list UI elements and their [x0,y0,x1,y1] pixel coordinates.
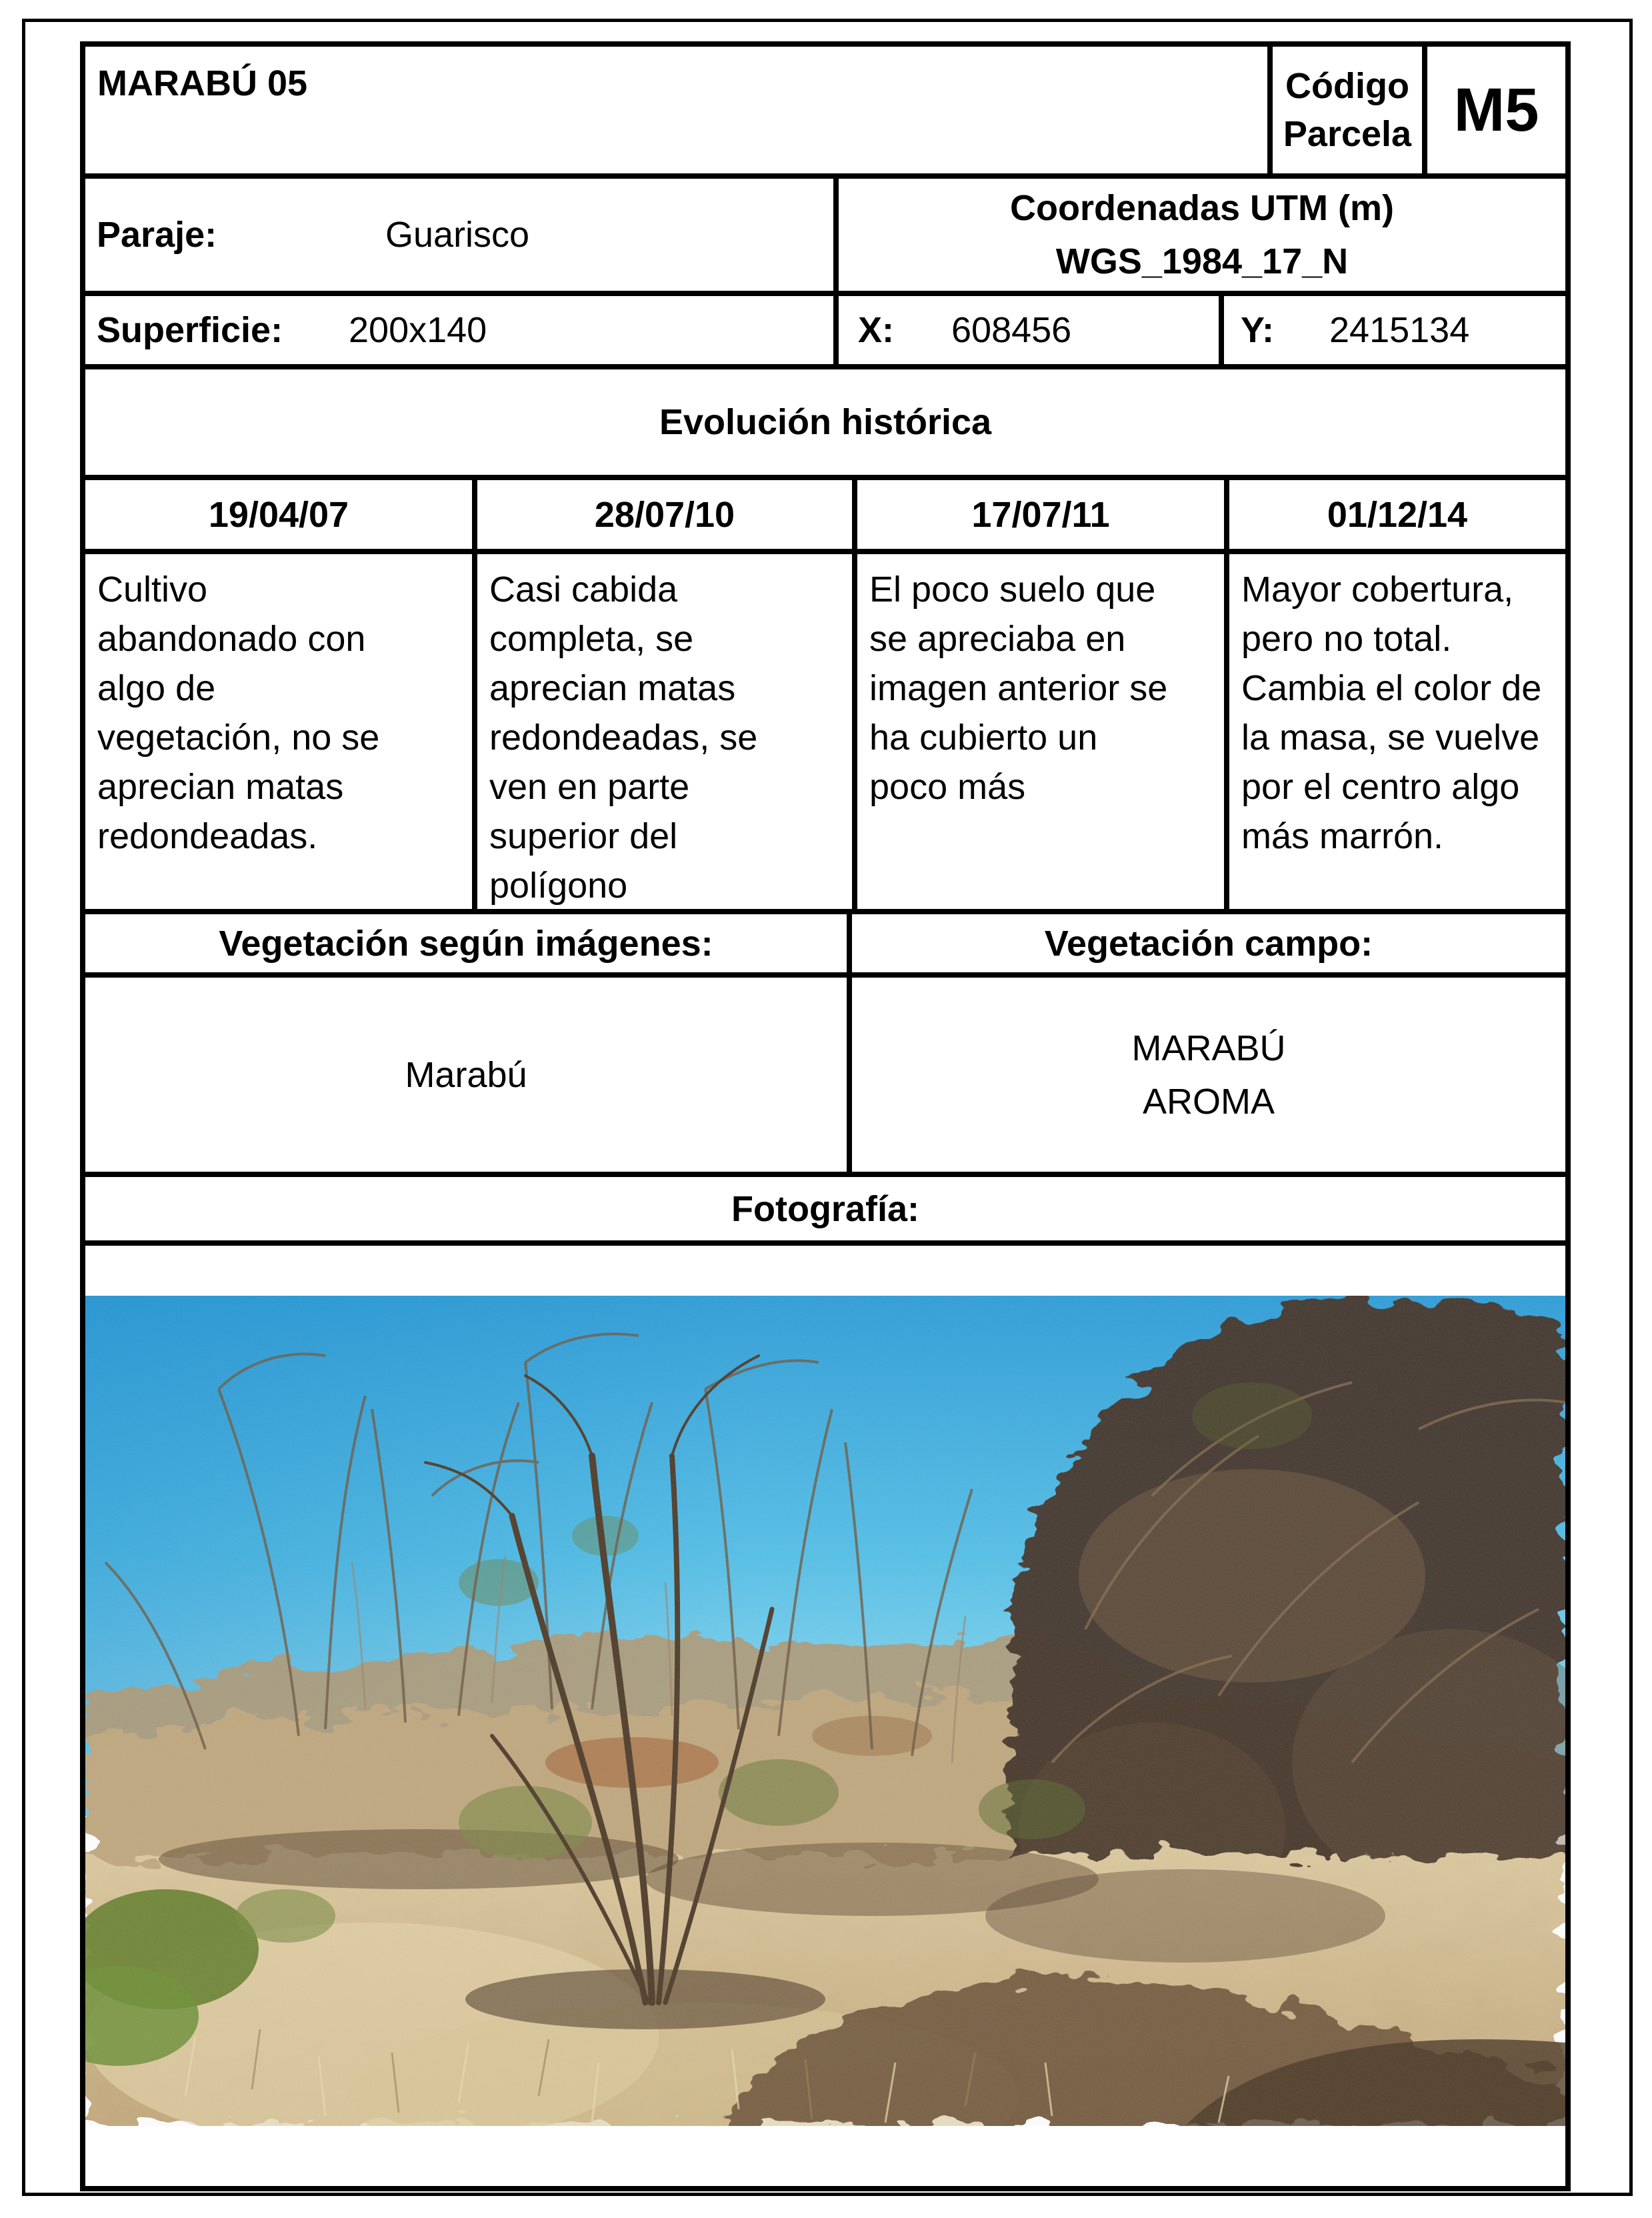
text-line: polígono [489,866,628,906]
text-line: ven en parte [489,767,690,807]
photo-section-title: Fotografía: [731,1188,919,1229]
history-section-title: Evolución histórica [659,402,992,442]
vegetation-field-label: Vegetación campo: [847,914,1565,972]
text-line: Parcela [1283,114,1412,154]
text-line: algo de [97,668,216,708]
text-line: aprecian matas [97,767,344,807]
utm-y-label: Y: [1241,310,1274,350]
photo-cell [85,1246,1565,2186]
history-date: 28/07/10 [472,480,852,549]
text-line: Código [1285,66,1409,106]
text-line: aprecian matas [489,668,736,708]
row-site [85,173,1565,291]
utm-x-cell [833,296,1219,364]
text-line: la masa, se vuelve [1241,718,1540,758]
row-photo-title [85,1172,1565,1240]
text-line: vegetación, no se [97,718,380,758]
superficie-value: 200x140 [349,310,487,350]
row-history-title [85,364,1565,475]
utm-x-value: 608456 [951,310,1072,350]
utm-x-label: X: [858,310,894,350]
history-description [472,554,852,909]
paraje-cell [85,179,833,291]
text-line: poco más [869,767,1026,807]
coordinates-title: Coordenadas UTM (m) [1009,188,1395,228]
row-header [85,47,1565,173]
field-photograph [85,1296,1565,2126]
history-date: 01/12/14 [1224,480,1565,549]
row-vegetation-headers [85,909,1565,972]
text-line: MARABÚ [1131,1028,1286,1068]
row-vegetation-values [85,972,1565,1172]
text-line: por el centro algo [1241,767,1520,807]
vegetation-images-label: Vegetación según imágenes: [219,923,713,964]
history-description [1224,554,1565,909]
text-line: redondeadas. [97,816,318,856]
row-history-dates [85,475,1565,549]
vegetation-images-value: Marabú [405,1054,527,1095]
coordinates-cell [833,179,1565,291]
code-label-cell [1267,47,1422,173]
paraje-label: Paraje: [97,215,217,255]
superficie-label: Superficie: [97,310,283,350]
paraje-value: Guarisco [385,215,530,255]
text-line: más marrón. [1241,816,1444,856]
history-description [852,554,1224,909]
text-line: ha cubierto un [869,718,1098,758]
text-line: completa, se [489,619,694,659]
parcel-title: MARABÚ 05 [97,63,308,103]
text-line: abandonado con [97,619,366,659]
history-date: 19/04/07 [208,494,349,535]
parcel-form-table [80,41,1571,2191]
text-line: pero no total. [1241,619,1452,659]
text-line: superior del [489,816,678,856]
row-photo [85,1240,1565,2186]
parcel-code-badge: M5 [1422,47,1565,173]
text-line: Casi cabida [489,570,678,610]
text-line: Cambia el color de [1241,668,1542,708]
row-history-descriptions [85,549,1565,909]
superficie-cell [85,296,833,364]
coordinates-datum: WGS_1984_17_N [1055,241,1349,281]
text-line: redondeadas, se [489,718,758,758]
text-line: AROMA [1142,1081,1275,1122]
vegetation-field-value [847,978,1565,1172]
utm-y-value: 2415134 [1329,310,1470,350]
text-line: imagen anterior se [869,668,1168,708]
text-line: Mayor cobertura, [1241,570,1514,610]
text-line: se apreciaba en [869,619,1126,659]
text-line: El poco suelo que [869,570,1156,610]
history-description [85,554,472,909]
text-line: Cultivo [97,570,208,610]
utm-y-cell [1219,296,1565,364]
page-border [22,19,1633,2196]
row-surface-coords [85,291,1565,364]
history-date: 17/07/11 [852,480,1224,549]
